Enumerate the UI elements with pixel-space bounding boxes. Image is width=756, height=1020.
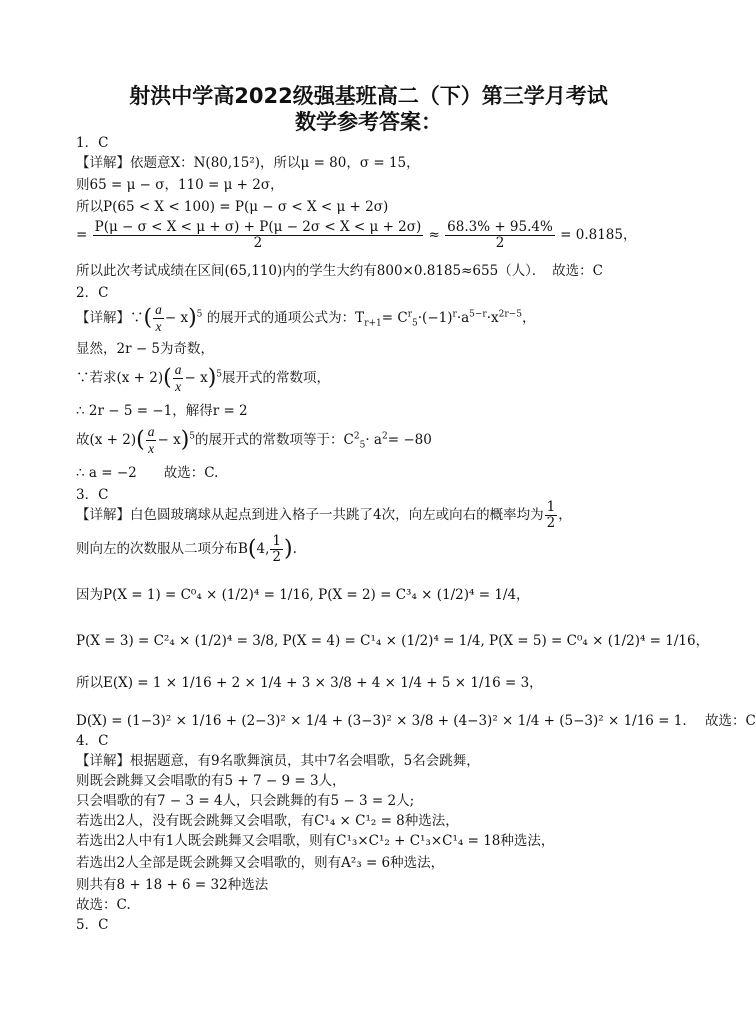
q2-l5-frac-num: a: [147, 424, 155, 439]
q2-sup-ar: 5−r: [469, 309, 487, 320]
q3-l2-text: 则向左的次数服从二项分布B: [76, 541, 248, 557]
q2-exp: 5: [196, 309, 203, 320]
q2-line5: [76, 424, 432, 457]
q3-l2-paren-open: (: [247, 536, 257, 562]
q3-line3: 因为P(X = 1) = C⁰₄ × (1/2)⁴ = 1/16, P(X = 2) = C³₄ × (1/2)⁴ = 1/4，: [76, 587, 530, 603]
q2-sup-xr: 2r−5: [498, 309, 522, 320]
q3-l2-half-num: 1: [272, 533, 281, 549]
q3-l2-end: .: [292, 541, 297, 557]
q2-l1-f: ·x: [486, 310, 499, 326]
q3-l1-text: 【详解】白色圆玻璃球从起点到进入格子一共跳了4次，向左或向右的概率均为: [76, 507, 544, 523]
q2-l5-c: · a: [365, 432, 382, 448]
q2-sup-r: r: [407, 309, 413, 320]
q3-l2-n: 4,: [256, 541, 270, 557]
q2-line1: [76, 302, 535, 335]
q2-l3-minus-x: − x: [184, 370, 208, 386]
q2-l5-prefix: 故(x + 2): [76, 432, 137, 448]
q4-line4: 若选出2人，没有既会跳舞又会唱歌，有C¹₄ × C¹₂ = 8种选法，: [76, 813, 459, 829]
q3-line5: 所以E(X) = 1 × 1/16 + 2 × 1/4 + 3 × 3/8 + 4 × 1/4 + 5 × 1/16 = 3，: [76, 675, 543, 691]
q2-l1-c: = C: [381, 310, 408, 326]
q1-frac1-den: 2: [253, 235, 263, 251]
q2-l5-paren-close: ): [180, 427, 190, 453]
q2-l3-frac-num: a: [174, 362, 182, 377]
q2-line6: ∴ a = −2 故选：C.: [76, 465, 219, 481]
q4-line7: 则共有8 + 18 + 6 = 32种选法: [76, 877, 269, 893]
q2-l5-exp: 5: [189, 431, 196, 442]
q4-head: 4．C: [76, 733, 109, 749]
q2-l1-d: ·(−1): [417, 310, 453, 326]
q2-frac-num: a: [155, 302, 162, 317]
q2-frac-a-x: [153, 302, 164, 335]
q3-l2-half-den: 2: [272, 549, 281, 565]
q2-frac-den: x: [155, 319, 162, 334]
q3-line1: [76, 500, 572, 531]
q2-paren-open: (: [143, 305, 153, 331]
q1-frac2-num: 68.3% + 95.4%: [447, 219, 553, 235]
q3-l2-paren-close: ): [284, 536, 293, 562]
q2-l3-suffix: 展开式的常数项，: [222, 370, 331, 386]
q4-line6: 若选出2人全部是既会跳舞又会唱歌的，则有A²₃ = 6种选法，: [76, 855, 445, 871]
q3-half-num: 1: [546, 499, 556, 515]
q2-head: 2．C: [76, 285, 109, 301]
q4-line3: 只会唱歌的有7 − 3 = 4人，只会跳舞的有5 − 3 = 2人;: [76, 793, 415, 809]
q1-frac2-den: 2: [495, 235, 505, 251]
q1-line2: 则65 = μ − σ，110 = μ + 2σ，: [76, 177, 284, 193]
q3-half-den: 2: [546, 515, 556, 531]
page-subtitle: 数学参考答案：: [295, 110, 442, 134]
q1-line4: [76, 220, 636, 251]
q2-line2: 显然，2r − 5为奇数，: [76, 341, 215, 357]
q2-l1-g: ，: [521, 310, 536, 326]
q2-line4: ∴ 2r − 5 = −1，解得r = 2: [76, 403, 248, 419]
q1-line3: 所以P(65 < X < 100) = P(μ − σ < X < μ + 2σ): [76, 199, 389, 215]
q2-l3-paren-close: ): [207, 365, 217, 391]
q2-l5-minus-x: − x: [157, 432, 181, 448]
q1-line1: 【详解】依题意X：N(80,15²)，所以μ = 80，σ = 15，: [76, 155, 420, 171]
q2-l5-frac-den: x: [148, 441, 155, 456]
q4-line2: 则既会跳舞又会唱歌的有5 + 7 − 9 = 3人，: [76, 773, 346, 789]
q2-l1-text: 的展开式的通项公式为：T: [206, 310, 365, 326]
q2-sub5: 5: [412, 318, 418, 329]
q1-eq: =: [76, 227, 88, 243]
q2-l5-sup2: 2: [353, 431, 360, 442]
q2-sup-r2: r: [452, 309, 457, 320]
q2-sub-r1: r+1: [364, 318, 382, 329]
q3-l6-formula: D(X) = (1−3)² × 1/16 + (2−3)² × 1/4 + (3−3)² × 3/8 + (4−3)² × 1/4 + (5−3)² × 1/16 = 1.: [76, 713, 687, 729]
q3-l2-half: [270, 534, 283, 565]
q1-frac1-num: P(μ − σ < X < μ + σ) + P(μ − 2σ < X < μ + 2σ): [94, 219, 422, 235]
q2-l5-frac: [146, 424, 157, 457]
q2-minus-x: − x: [164, 310, 189, 326]
q4-line1: 【详解】根据题意，有9名歌舞演员，其中7名会唱歌，5名会跳舞，: [76, 753, 480, 769]
q2-l5-text: 的展开式的常数项等于：C: [195, 432, 354, 448]
q3-l6-answer: 故选：C: [704, 713, 756, 729]
page-title: 射洪中学高2022级强基班高二（下）第三学月考试: [129, 84, 608, 108]
q2-l5-sub5: 5: [359, 440, 366, 451]
q3-head: 3．C: [76, 487, 109, 503]
q1-fraction-2: [445, 220, 555, 251]
q1-head: 1．C: [76, 135, 109, 151]
q4-line5: 若选出2人中有1人既会跳舞又会唱歌，则有C¹₃×C¹₂ + C¹₃×C¹₄ = 18种选法，: [76, 833, 555, 849]
q1-fraction-1: [93, 220, 424, 251]
q3-line4: P(X = 3) = C²₄ × (1/2)⁴ = 3/8, P(X = 4) = C¹₄ × (1/2)⁴ = 1/4, P(X = 5) = C⁰₄ × (1/2)⁴ = 1/16，: [76, 633, 710, 649]
q2-l5-d: = −80: [387, 432, 432, 448]
q2-line3: [76, 362, 330, 395]
q3-l1-end: ，: [558, 507, 572, 523]
q4-line8: 故选：C.: [76, 897, 131, 913]
q2-l3-frac-den: x: [175, 379, 182, 394]
q2-paren-close: ): [188, 305, 197, 331]
q1-result: = 0.8185，: [560, 227, 637, 243]
q1-approx: ≈: [428, 227, 440, 243]
q2-l3-frac: [173, 362, 184, 395]
q2-l1-prefix: 【详解】∵: [76, 310, 144, 326]
q2-l3-paren-open: (: [163, 365, 172, 391]
q3-line2: [76, 534, 297, 565]
q2-l3-prefix: ∵若求(x + 2): [76, 370, 164, 386]
q2-l1-e: ·a: [456, 310, 470, 326]
q1-line5: 所以此次考试成绩在区间(65,110)内的学生大约有800×0.8185≈655（人）． 故选：C: [76, 263, 603, 279]
q2-l5-sup2b: 2: [381, 431, 388, 442]
q5-head: 5．C: [76, 917, 109, 933]
q3-half: [545, 500, 558, 531]
q2-l3-exp: 5: [216, 369, 223, 380]
q2-l5-paren-open: (: [136, 427, 145, 453]
q3-line6: [76, 712, 756, 730]
